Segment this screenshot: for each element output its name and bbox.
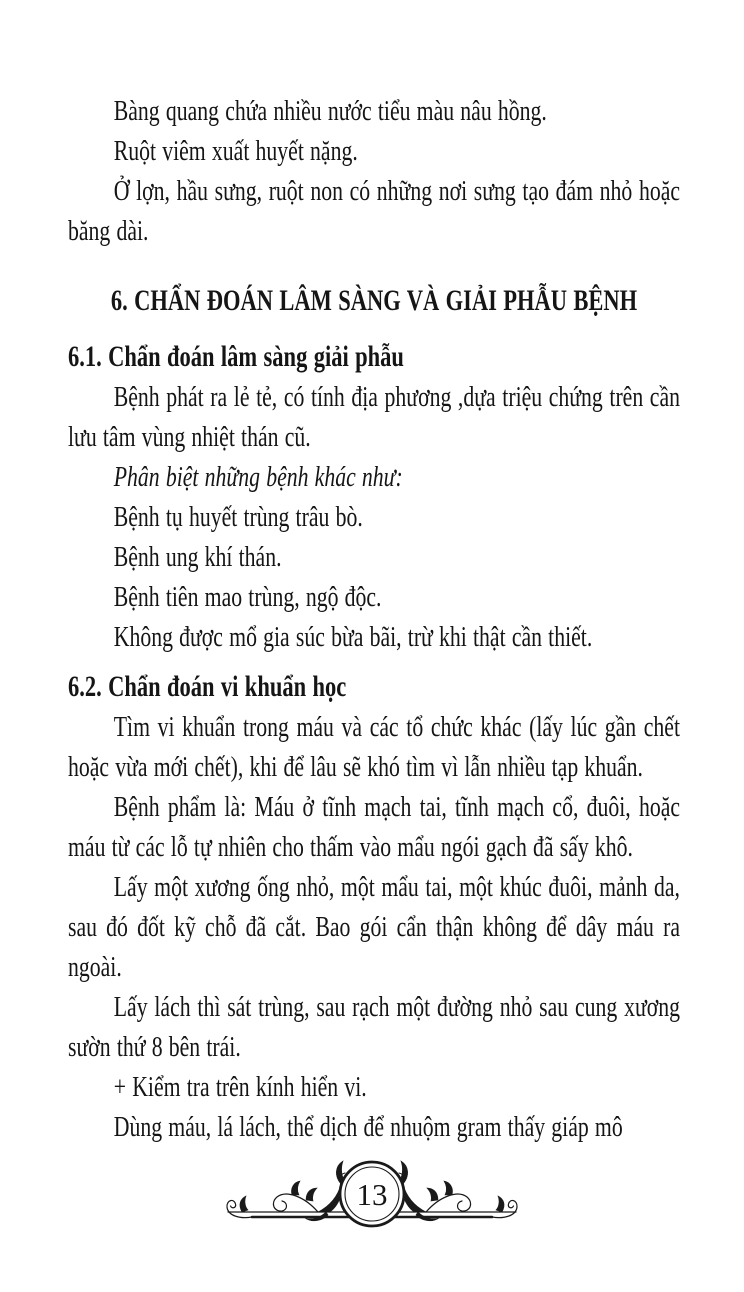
paragraph: Bệnh ung khí thán. [113,541,282,573]
paragraph: Bệnh phẩm là: Máu ở tĩnh mạch tai, tĩnh mạch cổ, đuôi, hoặc máu từ các lỗ tự nhiên cho thấm vào mẩu ngói gạch đã sấy khô. [68,791,680,863]
paragraph: Bệnh phát ra lẻ tẻ, có tính địa phương ,dựa triệu chứng trên cần lưu tâm vùng nhiệt thán cũ. [68,381,680,453]
paragraph: Bệnh tụ huyết trùng trâu bò. [113,501,363,533]
subsection-heading: 6.1. Chẩn đoán lâm sàng giải phẫu [68,340,404,373]
page-number: 13 [356,1177,388,1212]
subsection-heading: 6.2. Chẩn đoán vi khuẩn học [68,670,347,703]
paragraph: Lấy một xương ống nhỏ, một mẩu tai, một khúc đuôi, mảnh da, sau đó đốt kỹ chỗ đã cắt. Bao gói cẩn thận không để dây máu ra ngoài. [68,871,680,983]
footer-flourish-icon [222,1148,522,1248]
paragraph: Bệnh tiên mao trùng, ngộ độc. [113,581,382,613]
paragraph: Lấy lách thì sát trùng, sau rạch một đường nhỏ sau cung xương sườn thứ 8 bên trái. [68,991,680,1063]
section-heading: 6. CHẨN ĐOÁN LÂM SÀNG VÀ GIẢI PHẪU BỆNH [110,284,638,317]
page-content [68,91,680,1147]
page-footer [0,1148,744,1248]
paragraph: + Kiểm tra trên kính hiển vi. [113,1071,367,1103]
paragraph: Dùng máu, lá lách, thể dịch để nhuộm gram thấy giáp mô [113,1111,623,1143]
italic-note: Phân biệt những bệnh khác như: [113,461,403,493]
paragraph: Ruột viêm xuất huyết nặng. [113,135,358,167]
paragraph: Ở lợn, hầu sưng, ruột non có những nơi sưng tạo đám nhỏ hoặc băng dài. [68,175,680,247]
paragraph: Không được mổ gia súc bừa bãi, trừ khi thật cần thiết. [113,621,593,653]
paragraph: Tìm vi khuẩn trong máu và các tổ chức khác (lấy lúc gần chết hoặc vừa mới chết), khi để lâu sẽ khó tìm vì lẫn nhiều tạp khuẩn. [68,711,680,783]
paragraph: Bàng quang chứa nhiều nước tiểu màu nâu hồng. [113,95,547,127]
